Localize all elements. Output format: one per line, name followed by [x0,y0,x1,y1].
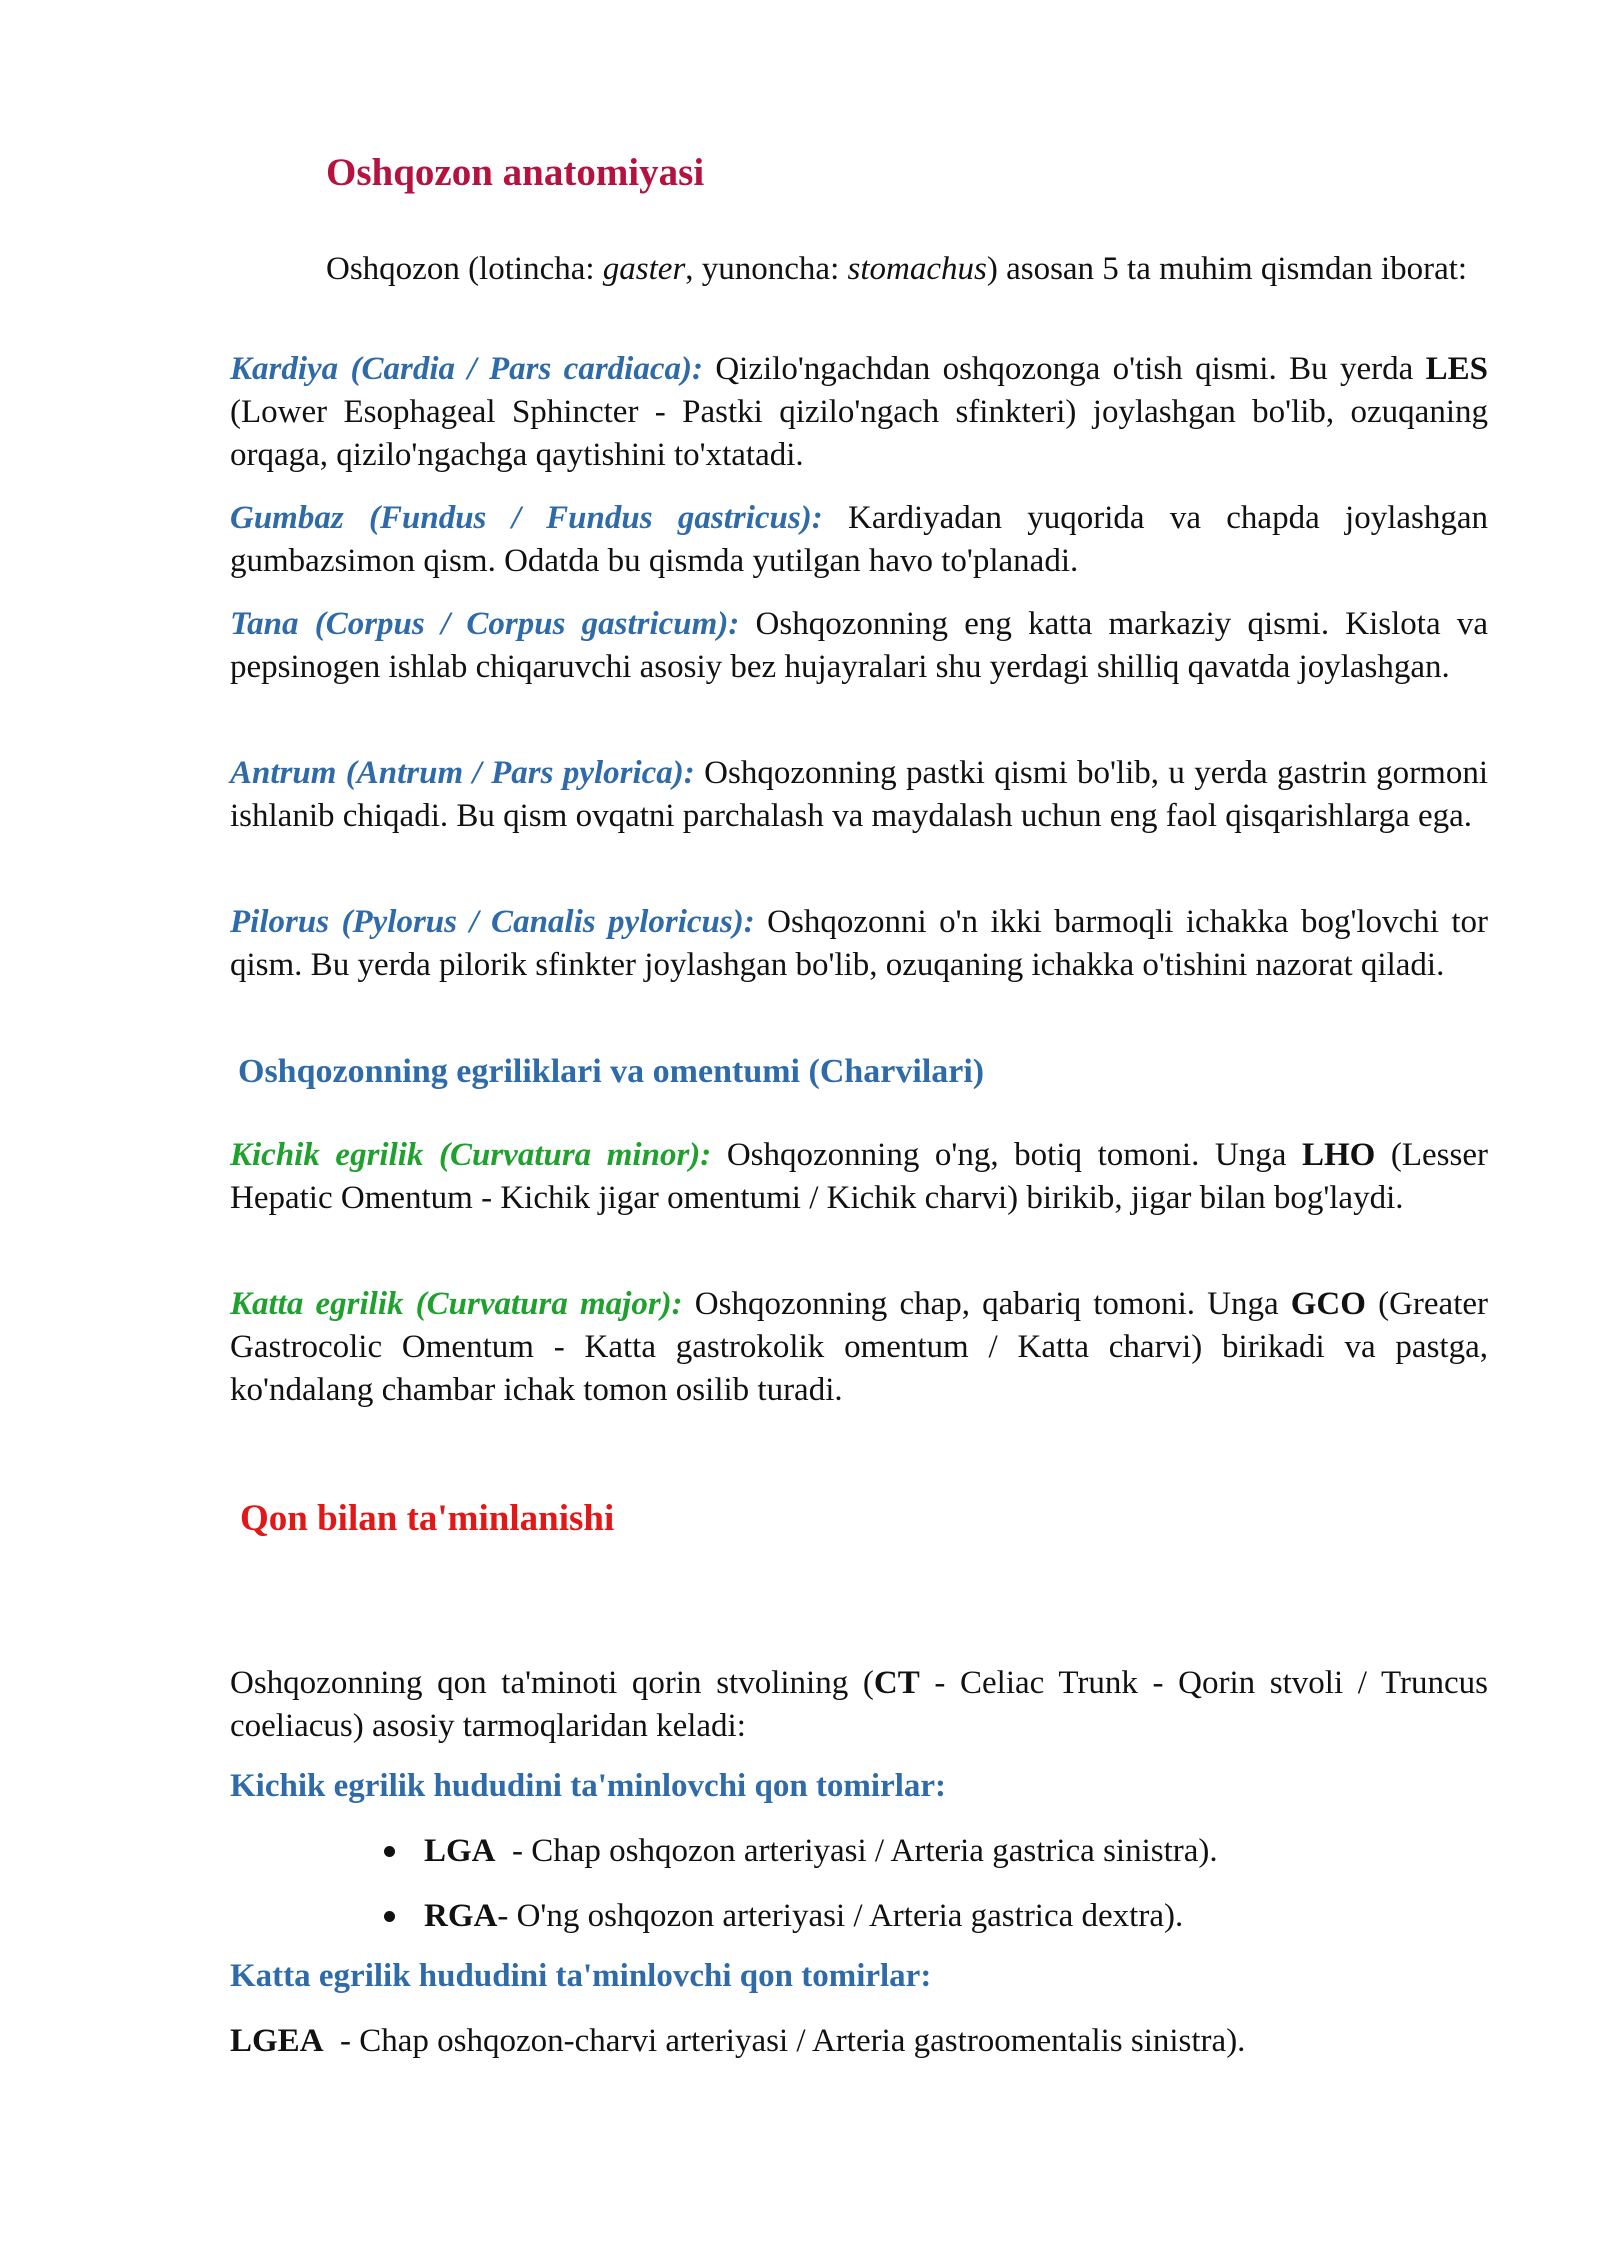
term-label: Pilorus (Pylorus / Canalis pyloricus): [230,904,755,940]
vessel-description: - Chap oshqozon arteriyasi / Arteria gastrica sinistra). [495,1833,1218,1869]
part-paragraph-fundus [230,497,1488,583]
curvature-paragraph-minor [230,1134,1488,1220]
vessel-description: - Chap oshqozon-charvi arteriyasi / Arteria gastroomentalis sinistra). [323,2023,1246,2059]
part-paragraph-pylorus [230,901,1488,987]
blood-intro-text: - Celiac Trunk - Qorin stvoli / Truncus coeliacus) asosiy tarmoqlaridan keladi: [230,1665,1489,1744]
part-paragraph-corpus [230,603,1488,689]
term-label: Katta egrilik (Curvatura major): [230,1286,683,1322]
lesser-vessels-heading: Kichik egrilik hududini ta'minlovchi qon tomirlar: [230,1768,947,1804]
curvature-paragraph-major [230,1283,1488,1412]
bullet-icon [384,1911,395,1922]
part-text: Oshqozonning pastki qismi bo'lib, u yerda gastrin gormoni ishlanib chiqadi. Bu qism ovqatni parchalash va maydalash uchun eng faol qisqarishlarga ega. [230,755,1489,834]
greater-vessel-line [230,2020,1488,2063]
blood-intro-paragraph [230,1662,1488,1748]
intro-text: ) asosan 5 ta muhim qismdan iborat: [986,251,1468,287]
part-paragraph-cardia [230,348,1488,477]
term-label: Antrum (Antrum / Pars pylorica): [230,755,695,791]
list-item [384,1895,1484,1938]
term-label: Gumbaz (Fundus / Fundus gastricus): [230,500,823,536]
part-text: Kardiyadan yuqorida va chapda joylashgan gumbazsimon qism. Odatda bu qismda yutilgan havo to'planadi. [230,500,1488,579]
vessel-abbreviation: LGA [424,1833,496,1869]
part-paragraph-antrum [230,752,1488,838]
intro-latin-term: gaster [602,251,686,287]
intro-text: Oshqozon (lotincha: [326,251,603,287]
vessel-abbreviation: LGEA [230,2023,324,2059]
abbreviation: GCO [1290,1286,1366,1322]
curvature-text: (Lesser Hepatic Omentum - Kichik jigar omentumi / Kichik charvi) birikib, jigar bilan bog'laydi. [230,1137,1488,1216]
part-text: Qizilo'ngachdan oshqozonga o'tish qismi. Bu yerda [702,351,1426,387]
curvature-text: Oshqozonning o'ng, botiq tomoni. Unga [711,1137,1302,1173]
curvatures-heading: Oshqozonning egriliklari va omentumi (Charvilari) [238,1053,985,1090]
bullet-icon [384,1846,395,1857]
lesser-vessels-list [384,1830,1484,1960]
list-item [384,1830,1484,1873]
abbreviation: LHO [1301,1137,1376,1173]
greater-vessels-heading: Katta egrilik hududini ta'minlovchi qon tomirlar: [230,1958,932,1994]
page-title: Oshqozon anatomiyasi [326,151,705,194]
vessel-description: - O'ng oshqozon arteriyasi / Arteria gastrica dextra). [497,1898,1184,1934]
abbreviation: CT [873,1665,920,1701]
term-label: Tana (Corpus / Corpus gastricum): [230,606,740,642]
blood-supply-heading: Qon bilan ta'minlanishi [240,1498,615,1539]
intro-greek-term: stomachus [847,251,987,287]
term-label: Kichik egrilik (Curvatura minor): [230,1137,712,1173]
intro-text: , yunoncha: [685,251,848,287]
vessel-abbreviation: RGA [424,1898,498,1934]
intro-paragraph [230,248,1488,291]
curvature-text: Oshqozonning chap, qabariq tomoni. Unga [682,1286,1291,1322]
term-label: Kardiya (Cardia / Pars cardiaca): [230,351,703,387]
part-text: (Lower Esophageal Sphincter - Pastki qizilo'ngach sfinkteri) joylashgan bo'lib, ozuqaning orqaga, qizilo'ngachga qaytishini to'xtatadi. [230,394,1488,473]
part-text: Oshqozonni o'n ikki barmoqli ichakka bog'lovchi tor qism. Bu yerda pilorik sfinkter joylashgan bo'lib, ozuqaning ichakka o'tishini nazorat qiladi. [230,904,1488,983]
blood-intro-text: Oshqozonning qon ta'minoti qorin stvolining ( [230,1665,874,1701]
curvature-text: (Greater Gastrocolic Omentum - Katta gastrokolik omentum / Katta charvi) birikadi va pastga, ko'ndalang chambar ichak tomon osilib turadi. [230,1286,1488,1408]
abbreviation: LES [1425,351,1488,387]
part-text: Oshqozonning eng katta markaziy qismi. Kislota va pepsinogen ishlab chiqaruvchi asosiy bez hujayralari shu yerdagi shilliq qavatda joylashgan. [230,606,1488,685]
